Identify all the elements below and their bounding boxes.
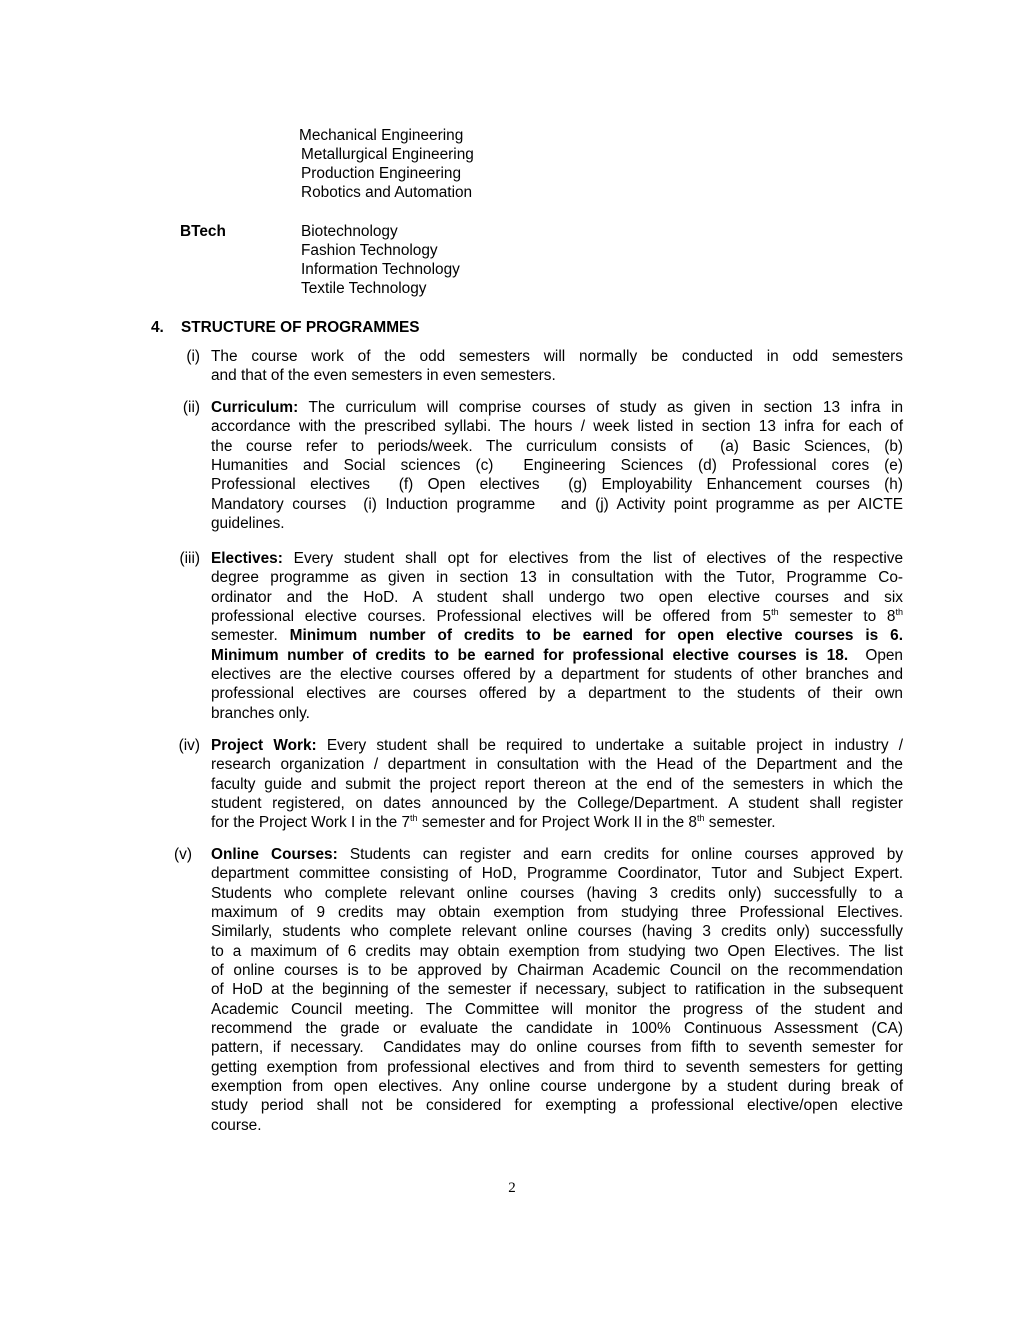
page-number: 2	[508, 1180, 516, 1196]
programme-name: Mechanical Engineering	[299, 127, 464, 144]
text-line: faculty guide and submit the project report thereon at the end of the semesters in which the	[211, 775, 903, 793]
text-line: Academic Council meeting. The Committee will monitor the progress of the student and	[211, 1000, 903, 1018]
text-line: Online Courses: Students can register and earn credits for online courses approved by	[211, 846, 904, 863]
item-body	[211, 347, 903, 386]
programme-name: Information Technology	[301, 261, 460, 278]
text-line: Mandatory courses (i) Induction programme and (j) Activity point programme as per AICTE	[211, 495, 903, 513]
text-line: exemption from open electives. Any online course undergone by a student during break of	[211, 1078, 903, 1096]
text-line: to a maximum of 6 credits may obtain exemption from studying two Open Electives. The list	[211, 942, 903, 960]
text-line: degree programme as given in section 13 in consultation with the Tutor, Programme Co-	[211, 569, 903, 587]
text-line: recommend the grade or evaluate the candidate in 100% Continuous Assessment (CA)	[211, 1020, 903, 1038]
programme-name: Fashion Technology	[301, 242, 438, 259]
item-body	[211, 736, 903, 833]
superscript: th	[410, 813, 418, 824]
text-line: Project Work: Every student shall be required to undertake a suitable project in industry /	[211, 737, 904, 754]
text-line: Electives: Every student shall opt for electives from the list of electives of the respective	[211, 550, 903, 567]
superscript: th	[771, 607, 779, 618]
item-body	[211, 549, 903, 723]
text-line: student registered, on dates announced by the College/Department. A student shall register	[211, 795, 903, 813]
text-line: research organization / department in consultation with the Head of the Department and the	[211, 756, 903, 774]
item-heading: Online Courses:	[211, 846, 338, 863]
programme-name: Textile Technology	[301, 280, 427, 297]
text-line: and that of the even semesters in even semesters.	[211, 367, 556, 385]
text-line: branches only.	[211, 704, 310, 722]
text-line: getting exemption from professional electives and from third to seventh semesters for getting	[211, 1058, 903, 1076]
item-heading: Project Work:	[211, 737, 317, 754]
item-marker: (iv)	[178, 737, 200, 754]
text-line: of HoD at the beginning of the semester if necessary, subject to ratification in the subsequent	[211, 981, 903, 999]
programme-name: Production Engineering	[301, 165, 462, 182]
text-line: guidelines.	[211, 515, 285, 533]
text-line: accordance with the prescribed syllabi. The hours / week listed in section 13 infra for each of	[211, 418, 903, 436]
text-line: ordinator and the HoD. A student shall undergo two open elective courses and six	[211, 588, 903, 606]
text-line: Similarly, students who complete relevant online courses (having 3 credits only) successfully	[211, 923, 903, 941]
programme-name: Metallurgical Engineering	[301, 146, 474, 163]
text-line: electives are the elective courses offered by a department for students of other branches and	[211, 666, 903, 684]
degree-label: BTech	[180, 223, 226, 240]
text-line: professional electives are courses offered by a department to the students of their own	[211, 685, 903, 703]
text-line: course.	[211, 1116, 262, 1134]
text-line: for the Project Work I in the 7th semester and for Project Work II in the 8th semester.	[211, 813, 776, 832]
superscript: th	[696, 813, 705, 824]
text-line: of online courses is to be approved by Chairman Academic Council on the recommendation	[211, 962, 903, 980]
text-line: professional elective courses. Professional electives will be offered from 5th semester to 8th	[211, 607, 904, 626]
item-heading: Electives:	[211, 550, 283, 567]
text-line: Students who complete relevant online courses (having 3 credits only) successfully to a	[211, 884, 903, 902]
section-title: STRUCTURE OF PROGRAMMES	[181, 319, 420, 336]
text-line: semester. Minimum number of credits to be earned for open elective courses is 6.	[211, 627, 903, 645]
item-marker: (i)	[186, 348, 200, 365]
programme-name: Biotechnology	[301, 223, 398, 240]
item-body	[211, 845, 903, 1135]
item-marker: (iii)	[179, 550, 200, 567]
text-line: the course refer to periods/week. The curriculum consists of (a) Basic Sciences, (b)	[211, 437, 903, 455]
text-line: Professional electives (f) Open electives (g) Employability Enhancement courses (h)	[211, 476, 903, 494]
text-line: department committee consisting of HoD, Programme Coordinator, Tutor and Subject Expert.	[211, 865, 903, 883]
text-line: maximum of 9 credits may obtain exemption from studying three Professional Electives.	[211, 904, 903, 922]
item-marker: (v)	[174, 846, 192, 863]
text-line: pattern, if necessary. Candidates may do online courses from fifth to seventh semester for	[211, 1039, 903, 1057]
item-marker: (ii)	[182, 399, 200, 416]
text-line: Curriculum: The curriculum will comprise courses of study as given in section 13 infra in	[211, 399, 903, 416]
programme-name: Robotics and Automation	[301, 184, 473, 201]
text-line: The course work of the odd semesters will normally be conducted in odd semesters	[211, 348, 903, 365]
superscript: th	[895, 607, 904, 618]
item-body	[211, 398, 903, 533]
text-line: study period shall not be considered for exempting a professional elective/open elective	[211, 1097, 903, 1115]
text-line: Humanities and Social sciences (c) Engineering Sciences (d) Professional cores (e)	[211, 457, 903, 475]
section-number: 4.	[151, 319, 164, 336]
text-line: Minimum number of credits to be earned for professional elective courses is 18. Open	[211, 646, 903, 664]
item-heading: Curriculum:	[211, 399, 299, 416]
section-heading	[151, 318, 420, 337]
